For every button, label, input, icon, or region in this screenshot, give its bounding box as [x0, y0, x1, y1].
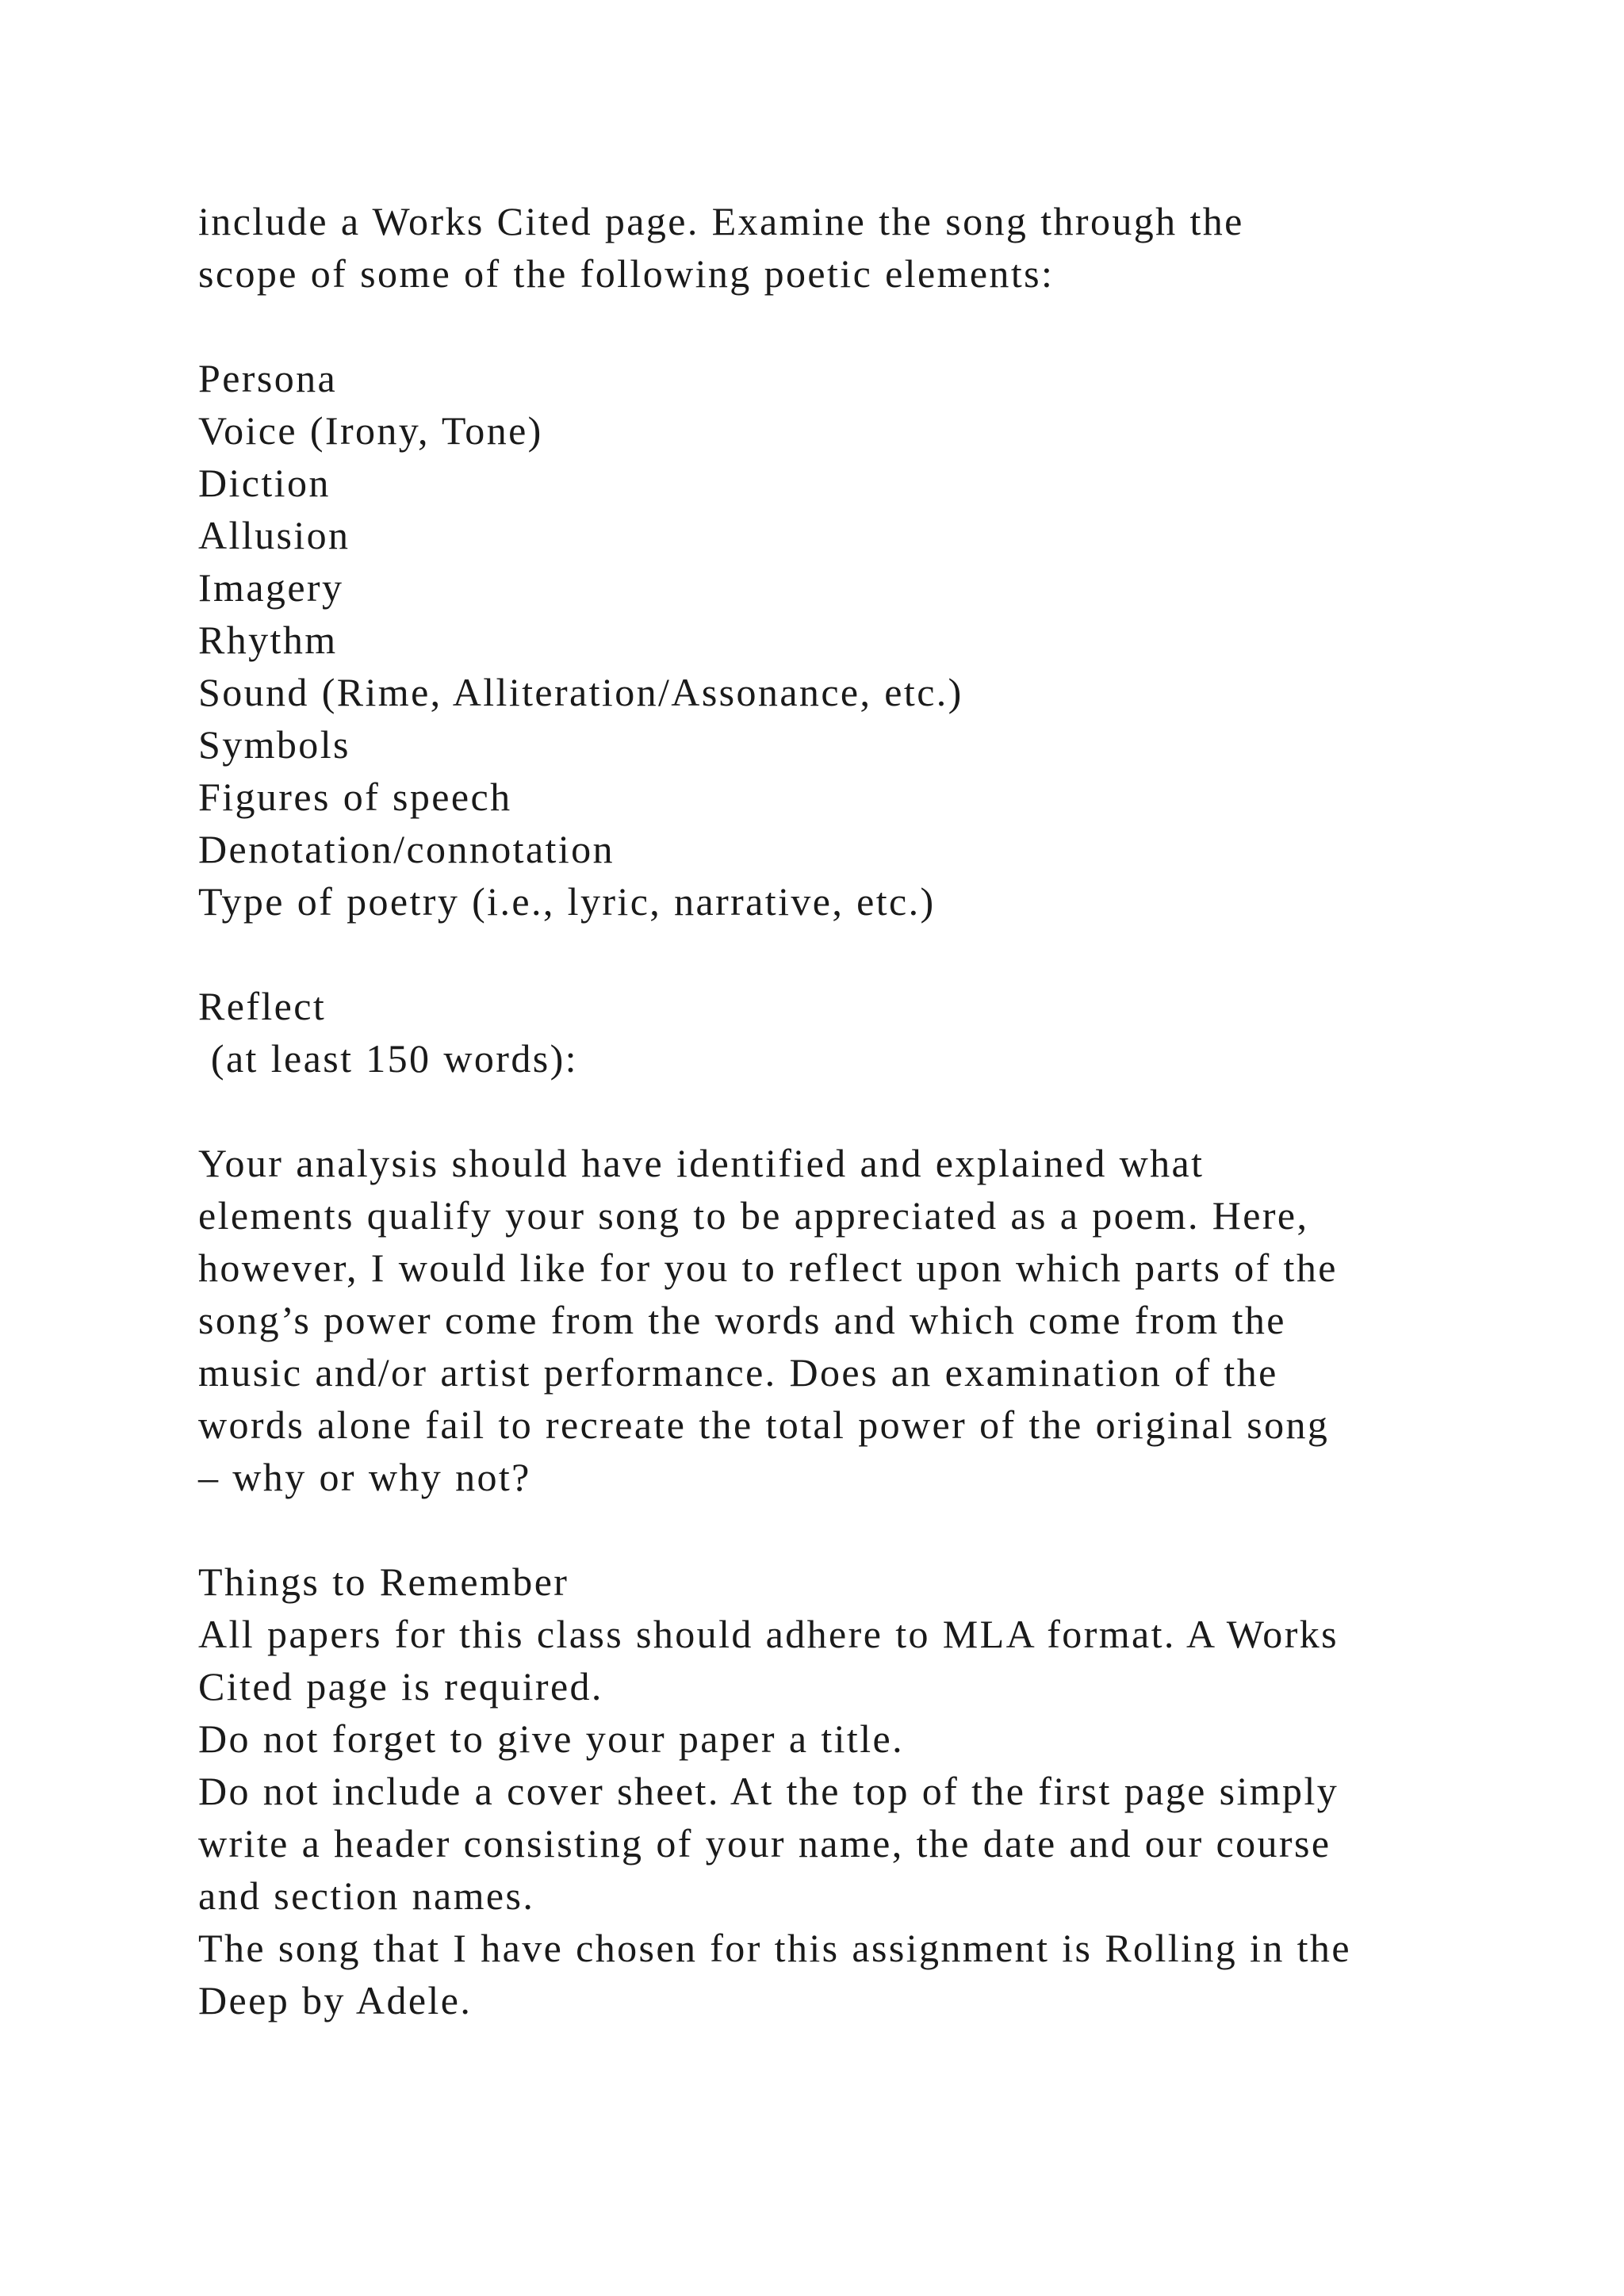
reflect-paragraph-line: Your analysis should have identified and explained what	[198, 1141, 1205, 1185]
element-item-voice: Voice (Irony, Tone)	[198, 408, 543, 453]
intro-line: include a Works Cited page. Examine the song through the	[198, 199, 1244, 243]
remember-line: write a header consisting of your name, the date and our course	[198, 1821, 1331, 1866]
remember-line: Do not include a cover sheet. At the top of the first page simply	[198, 1769, 1339, 1813]
element-item-rhythm: Rhythm	[198, 618, 338, 662]
element-item-symbols: Symbols	[198, 722, 350, 767]
reflect-paragraph-line: – why or why not?	[198, 1455, 531, 1499]
document-body	[198, 195, 1546, 2026]
reflect-paragraph-line: words alone fail to recreate the total power of the original song	[198, 1402, 1330, 1447]
remember-line: All papers for this class should adhere to MLA format. A Works	[198, 1612, 1339, 1656]
paragraph-gap	[198, 1085, 1546, 1137]
element-item-denotation: Denotation/connotation	[198, 827, 615, 871]
paragraph-gap	[198, 1503, 1546, 1556]
remember-line: and section names.	[198, 1873, 535, 1918]
element-item-diction: Diction	[198, 461, 331, 505]
element-item-allusion: Allusion	[198, 513, 350, 557]
remember-line: Do not forget to give your paper a title.	[198, 1716, 904, 1761]
reflect-paragraph-line: elements qualify your song to be appreciated as a poem. Here,	[198, 1193, 1309, 1238]
remember-line: The song that I have chosen for this assignment is Rolling in the	[198, 1926, 1351, 1970]
remember-line: Cited page is required.	[198, 1664, 603, 1709]
reflect-paragraph-line: however, I would like for you to reflect upon which parts of the	[198, 1246, 1338, 1290]
remember-line: Deep by Adele.	[198, 1978, 473, 2022]
reflect-heading: Reflect	[198, 984, 327, 1028]
paragraph-gap	[198, 300, 1546, 352]
element-item-figures-of-speech: Figures of speech	[198, 775, 512, 819]
element-item-type-of-poetry: Type of poetry (i.e., lyric, narrative, etc.)	[198, 879, 936, 924]
intro-line: scope of some of the following poetic elements:	[198, 251, 1055, 296]
remember-heading: Things to Remember	[198, 1559, 569, 1604]
paragraph-gap	[198, 928, 1546, 980]
reflect-paragraph-line: music and/or artist performance. Does an examination of the	[198, 1350, 1278, 1395]
element-item-persona: Persona	[198, 356, 338, 400]
element-item-imagery: Imagery	[198, 565, 344, 610]
reflect-subheading: (at least 150 words):	[198, 1036, 578, 1081]
element-item-sound: Sound (Rime, Alliteration/Assonance, etc.)	[198, 670, 963, 714]
reflect-paragraph-line: song’s power come from the words and which come from the	[198, 1298, 1286, 1342]
